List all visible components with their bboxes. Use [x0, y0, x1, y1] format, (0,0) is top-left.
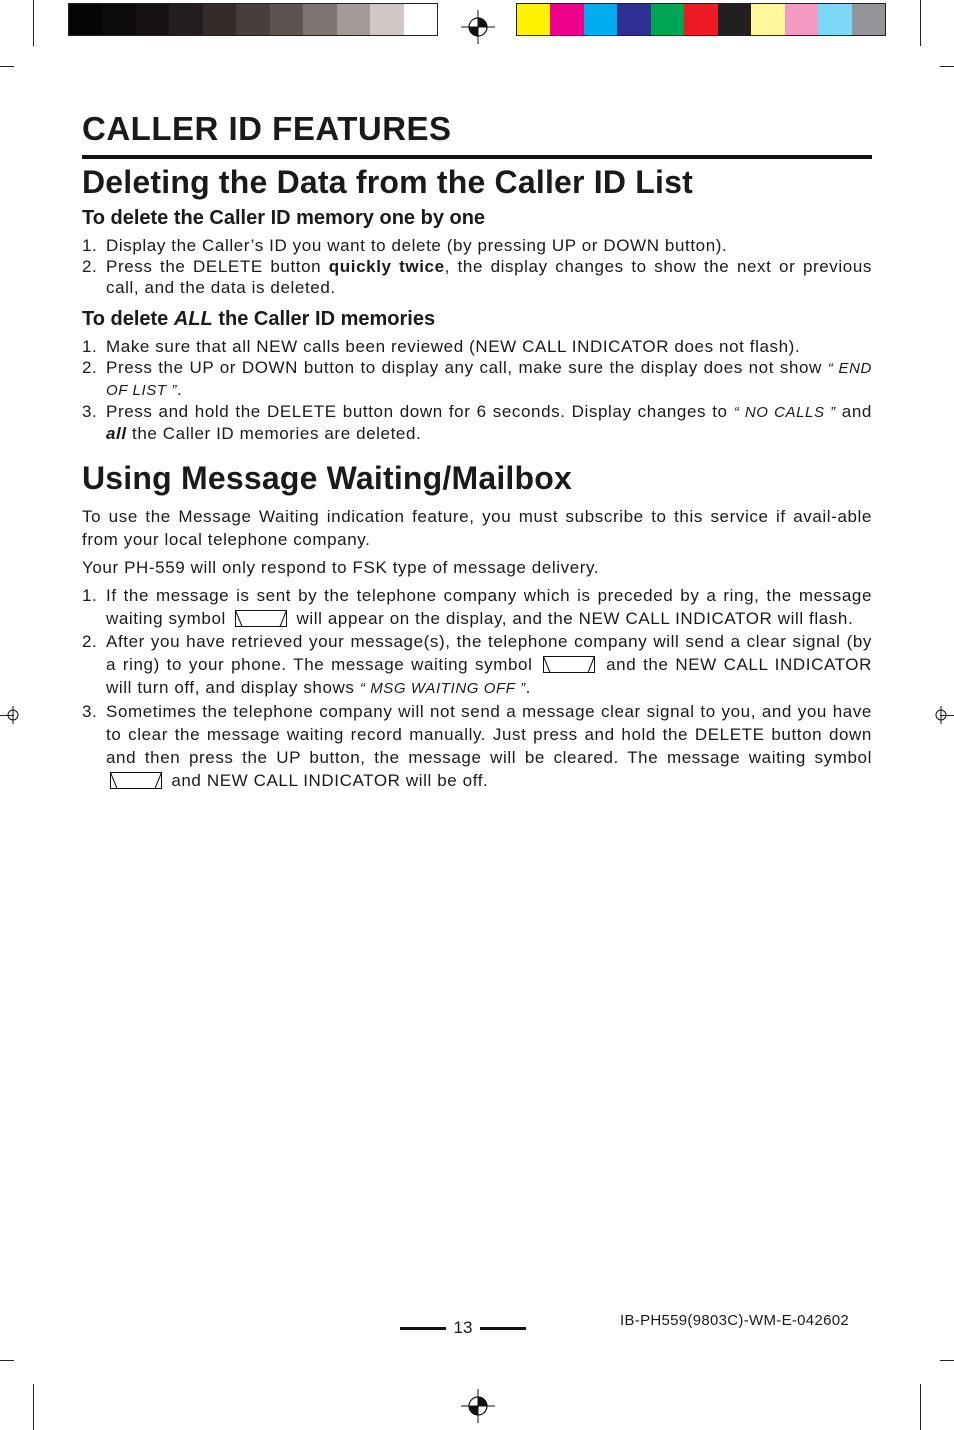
- envelope-icon: [543, 656, 595, 673]
- section-title: CALLER ID FEATURES: [82, 110, 452, 147]
- one-by-one-steps: [82, 235, 872, 298]
- display-text: “ MSG WAITING OFF ”: [359, 680, 526, 697]
- list-item: 1. Make sure that all NEW calls been reviewed (NEW CALL INDICATOR does not flash).: [82, 337, 801, 356]
- deleting-one-by-one-section: [82, 164, 872, 298]
- color-swatch: [169, 4, 202, 35]
- color-swatch: [818, 4, 851, 35]
- color-swatch: [852, 4, 885, 35]
- color-swatch: [203, 4, 236, 35]
- color-swatch: [550, 4, 583, 35]
- crop-mark: [33, 1384, 34, 1430]
- page-number: 13: [453, 1318, 473, 1337]
- crop-mark: [33, 0, 34, 46]
- color-swatch: [370, 4, 403, 35]
- color-swatch: [751, 4, 784, 35]
- list-item: 2. Press the DELETE button quickly twice, the display changes to show the next or previous call, and the data is deleted.: [82, 257, 872, 297]
- display-text: “ END OF LIST ”: [106, 360, 872, 399]
- color-swatch: [617, 4, 650, 35]
- emphasis-text: all: [106, 424, 127, 443]
- color-swatch: [136, 4, 169, 35]
- color-swatch: [718, 4, 751, 35]
- color-swatch: [651, 4, 684, 35]
- title-rule: [82, 155, 872, 159]
- list-item: 2. After you have retrieved your message(s), the telephone company will send a clear signal (by a ring) to your phone. The message waiting symbol and the NEW CALL INDICATOR will turn off, and display shows “ MSG WAITING OFF ”.: [82, 632, 873, 697]
- document-code: IB-PH559(9803C)-WM-E-042602: [620, 1312, 850, 1329]
- grayscale-color-bar: [68, 3, 438, 36]
- color-swatch: [584, 4, 617, 35]
- delete-all-steps: [82, 336, 872, 444]
- emphasis-text: quickly twice: [328, 257, 445, 276]
- message-waiting-section: [82, 460, 872, 792]
- mailbox-steps: [82, 584, 872, 792]
- crop-mark: [940, 1360, 954, 1361]
- envelope-icon: [235, 610, 287, 627]
- deleting-all-section: [82, 308, 872, 444]
- color-swatch: [337, 4, 370, 35]
- registration-mark-icon: [924, 698, 954, 732]
- mailbox-intro: To use the Message Waiting indication feature, you must subscribe to this service if avail-able from your local telephone company.: [82, 507, 872, 549]
- deleting-heading: Deleting the Data from the Caller ID List: [82, 164, 693, 200]
- crop-mark: [0, 66, 14, 67]
- registration-mark-icon: [461, 10, 495, 44]
- registration-mark-icon: [0, 698, 30, 732]
- envelope-icon: [110, 772, 162, 789]
- color-swatch: [69, 4, 102, 35]
- color-swatch: [684, 4, 717, 35]
- list-item: 3. Press and hold the DELETE button down for 6 seconds. Display changes to “ NO CALLS ” and all the Caller ID memories are deleted.: [82, 402, 872, 443]
- registration-mark-icon: [461, 1389, 495, 1423]
- crop-mark: [940, 66, 954, 67]
- process-color-bar: [516, 3, 886, 36]
- crop-mark: [920, 1384, 921, 1430]
- fsk-note: Your PH-559 will only respond to FSK type of message delivery.: [82, 558, 600, 577]
- footer-rule-left: [400, 1327, 446, 1330]
- delete-all-subheading: To delete ALL the Caller ID memories: [82, 308, 436, 330]
- one-by-one-subheading: To delete the Caller ID memory one by one: [82, 207, 486, 229]
- list-item: 3. Sometimes the telephone company will not send a message clear signal to you, and you have to clear the message waiting record manually. Just press and hold the DELETE button down and then press the UP button, the message will be cleared. The message waiting symbol and NEW CALL INDICATOR will be off.: [82, 702, 872, 790]
- list-item: 2. Press the UP or DOWN button to display any call, make sure the display does not show “ END OF LIST ”.: [82, 358, 872, 399]
- color-swatch: [102, 4, 135, 35]
- color-swatch: [404, 4, 437, 35]
- color-swatch: [785, 4, 818, 35]
- crop-mark: [0, 1360, 14, 1361]
- color-swatch: [270, 4, 303, 35]
- color-swatch: [303, 4, 336, 35]
- display-text: “ NO CALLS ”: [733, 404, 836, 421]
- color-swatch: [517, 4, 550, 35]
- crop-mark: [920, 0, 921, 46]
- mailbox-heading: Using Message Waiting/Mailbox: [82, 460, 573, 496]
- color-swatch: [236, 4, 269, 35]
- footer-rule-right: [480, 1327, 526, 1330]
- list-item: 1. Display the Caller’s ID you want to delete (by pressing UP or DOWN button).: [82, 236, 728, 255]
- list-item: 1. If the message is sent by the telephone company which is preceded by a ring, the message waiting symbol will appear on the display, and the NEW CALL INDICATOR will flash.: [82, 586, 872, 628]
